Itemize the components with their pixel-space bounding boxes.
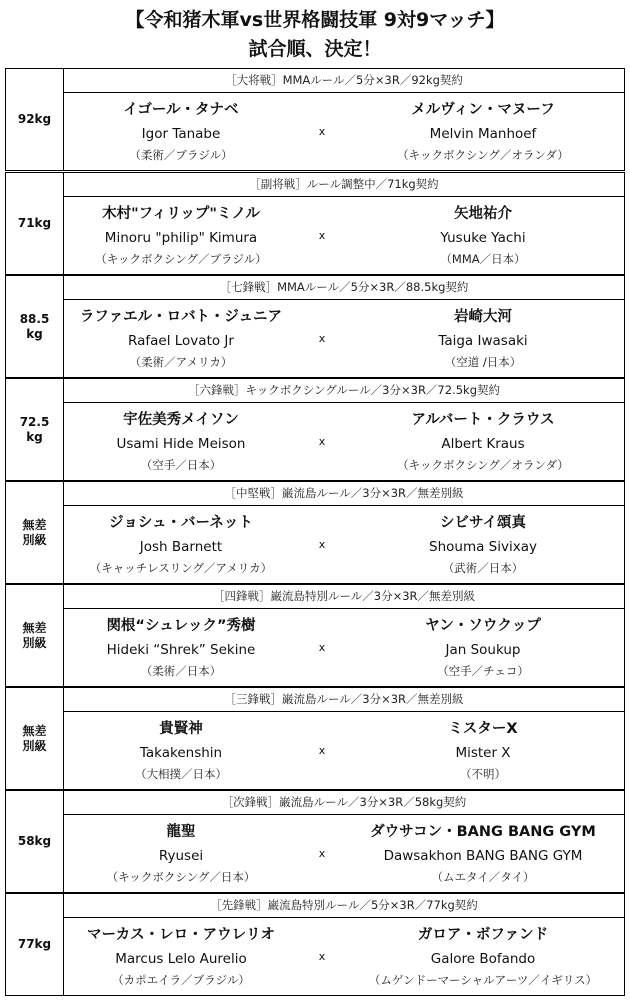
fighter-left [66,718,296,784]
fighter-origin: （キャッチレスリング／アメリカ） [89,561,273,575]
fighter-left [66,306,296,372]
match-rule: ［四鋒戦］巌流島特別ルール／3分×3R／無差別級 [64,585,624,609]
match-rule: ［次鋒戦］巌流島ルール／3分×3R／58kg契約 [64,791,624,815]
fighter-left [66,615,296,681]
fighter-left [66,924,296,990]
fighter-name-jp: 関根“シュレック”秀樹 [106,618,256,634]
weight-class: 71kg [6,173,64,274]
fighter-left [66,409,296,475]
match-card [5,378,625,481]
fighter-origin: （柔術／日本） [140,664,222,678]
match-card [5,790,625,893]
match-rule: ［七鋒戦］MMAルール／5分×3R／88.5kg契約 [64,276,624,300]
fighter-origin: （武術／日本） [442,561,524,575]
fighter-name-en: Albert Kraus [441,436,525,452]
weight-class: 無差 別級 [6,482,64,583]
fighter-origin: （空手／日本） [140,458,222,472]
versus-mark: x [318,332,326,345]
fighter-name-jp: ミスターX [448,721,518,737]
match-card [5,172,625,275]
fighter-name-en: Minoru "philip" Kimura [104,230,258,246]
match-rule: ［大将戦］MMAルール／5分×3R／92kg契約 [64,69,624,93]
versus-mark: x [318,950,326,963]
fighter-name-en: Shouma Sivixay [429,539,537,555]
fighter-name-jp: 龍聖 [166,824,196,840]
fighter-origin: （柔術／アメリカ） [129,355,233,369]
fighter-origin: （空道 /日本） [444,355,522,369]
fighter-name-jp: 岩崎大河 [454,309,512,325]
match-card [5,275,625,378]
fighter-right [348,512,618,578]
fighter-name-jp: 宇佐美秀メイソン [123,412,239,428]
fighter-name-jp: シビサイ頌真 [440,515,526,531]
fighter-name-en: Usami Hide Meison [116,436,246,452]
weight-class: 88.5 kg [6,276,64,377]
fighter-name-jp: ガロア・ボファンド [417,927,549,943]
match-card [5,68,625,171]
fighter-left [66,203,296,269]
versus-mark: x [318,847,326,860]
fighter-origin: （MMA／日本） [440,252,526,266]
fighter-right [348,615,618,681]
fighter-name-jp: ジョシュ・バーネット [109,515,253,531]
fighter-name-en: Hideki “Shrek” Sekine [106,642,256,658]
match-rule: ［中堅戦］巌流島ルール／3分×3R／無差別級 [64,482,624,506]
fighter-right [348,306,618,372]
match-rule: ［先鋒戦］巌流島特別ルール／5分×3R／77kg契約 [64,894,624,918]
fighter-name-en: Galore Bofando [430,951,536,967]
fighter-name-en: Marcus Lelo Aurelio [115,951,247,967]
weight-class: 77kg [6,894,64,995]
versus-mark: x [318,641,326,654]
match-rule: ［副将戦］ルール調整中／71kg契約 [64,173,624,197]
versus-mark: x [318,229,326,242]
fighter-origin: （キックボクシング／ブラジル） [95,252,267,266]
fighter-name-jp: 木村"フィリップ"ミノル [102,206,260,222]
page-subtitle: 試合順、決定！ [248,38,382,60]
match-rule: ［三鋒戦］巌流島ルール／3分×3R／無差別級 [64,688,624,712]
fighter-origin: （キックボクシング／日本） [106,870,256,884]
fighter-right [348,924,618,990]
fighter-right [348,99,618,165]
fighter-name-jp: メルヴィン・マヌーフ [411,102,555,118]
weight-class: 無差 別級 [6,688,64,789]
fighter-name-jp: マーカス・レロ・アウレリオ [86,927,276,943]
fighter-origin: （空手／チェコ） [437,664,529,678]
versus-mark: x [318,125,326,138]
weight-class: 72.5 kg [6,379,64,480]
fighter-name-en: Jan Soukup [445,642,521,658]
match-rule: ［六鋒戦］キックボクシングルール／3分×3R／72.5kg契約 [64,379,624,403]
fighter-name-en: Josh Barnett [139,539,223,555]
fighter-origin: （不明） [460,767,506,781]
fighter-left [66,512,296,578]
fighter-origin: （ムゲンドーマーシャルアーツ／イギリス） [368,973,598,987]
weight-class: 無差 別級 [6,585,64,686]
fighter-left [66,821,296,887]
fighter-name-en: Ryusei [158,848,204,864]
fighter-right [348,718,618,784]
fighter-name-en: Taiga Iwasaki [438,333,528,349]
fighter-name-jp: ダウサコン・BANG BANG GYM [370,824,596,840]
fighter-name-en: Igor Tanabe [141,126,221,142]
fighter-name-jp: 矢地祐介 [454,206,512,222]
fighter-origin: （キックボクシング／オランダ） [397,458,569,472]
fighter-name-jp: 貴賢神 [159,721,203,737]
fighter-name-en: Yusuke Yachi [440,230,526,246]
fighter-name-en: Dawsakhon BANG BANG GYM [383,848,583,864]
versus-mark: x [318,435,326,448]
match-card [5,893,625,996]
match-card [5,687,625,790]
fighter-origin: （ムエタイ／タイ） [431,870,535,884]
fighter-origin: （カポエイラ／ブラジル） [112,973,250,987]
fighter-name-en: Rafael Lovato Jr [128,333,234,349]
fighter-name-en: Takakenshin [139,745,223,761]
match-card [5,481,625,584]
fighter-origin: （キックボクシング／オランダ） [397,148,569,162]
fighter-origin: （大相撲／日本） [135,767,227,781]
fighter-name-en: Mister X [455,745,511,761]
versus-mark: x [318,538,326,551]
fighter-name-jp: ラファエル・ロバト・ジュニア [79,309,283,325]
fighter-name-jp: ヤン・ソウクップ [425,618,541,634]
fighter-left [66,99,296,165]
weight-class: 58kg [6,791,64,892]
weight-class: 92kg [6,69,64,170]
fighter-right [348,203,618,269]
fighter-name-jp: アルバート・クラウス [411,412,555,428]
fighter-name-jp: イゴール・タナベ [123,102,239,118]
page-title: 【令和猪木軍vs世界格闘技軍 9対9マッチ】 [125,9,505,31]
header [0,6,630,64]
fighter-right [348,409,618,475]
match-card [5,584,625,687]
fighter-name-en: Melvin Manhoef [429,126,537,142]
fighter-origin: （柔術／ブラジル） [129,148,233,162]
versus-mark: x [318,744,326,757]
fighter-right [348,821,618,887]
